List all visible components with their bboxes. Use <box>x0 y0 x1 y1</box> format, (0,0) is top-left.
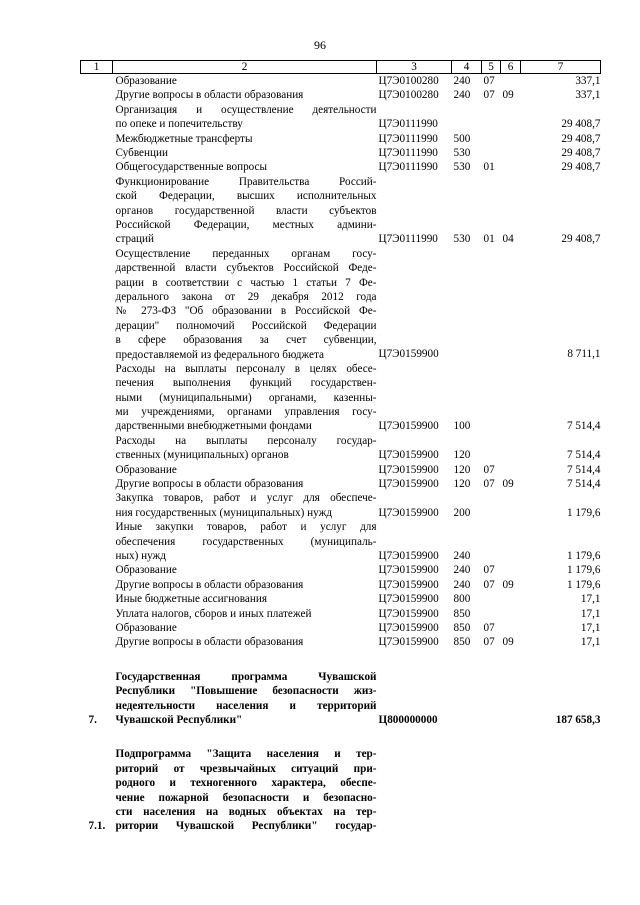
target-article-code: Ц7Э0111990 <box>378 118 438 131</box>
amount: 1 179,6 <box>566 578 601 591</box>
item-name <box>113 247 377 362</box>
subsection: 09 <box>502 478 514 491</box>
subsection <box>501 434 521 463</box>
item-name-line: предоставляемой из федерального бюджета <box>115 348 324 361</box>
item-name-line: Осуществление переданных органам госу- <box>115 247 377 260</box>
row-index <box>81 491 113 520</box>
item-name-line: по опеке и попечительству <box>115 118 243 131</box>
section: 07 <box>483 89 495 102</box>
expense-type: 120 <box>453 449 471 462</box>
item-name-line: Подпрограмма "Защита населения и тер- <box>115 748 377 761</box>
item-name <box>113 563 377 577</box>
item-name <box>113 362 377 434</box>
target-article-code: Ц7Э0159900 <box>378 348 439 361</box>
subsection <box>501 592 521 606</box>
amount: 337,1 <box>575 75 601 87</box>
header-cell: 6 <box>501 61 521 74</box>
section: 07 <box>483 478 495 491</box>
table-row <box>81 520 601 563</box>
item-name-line: ния государственных (муниципальных) нужд <box>115 506 333 519</box>
item-name-line: ных) нужд <box>115 550 166 562</box>
item-name-line: рации в соответствии с частью 1 статьи 7 Фе- <box>115 276 377 289</box>
item-name-line: Расходы на выплаты персоналу в целях обесе- <box>115 362 377 375</box>
target-article-code: Ц7Э0159900 <box>378 636 439 649</box>
expense-type: 200 <box>453 506 471 519</box>
target-article-code: Ц7Э0111990 <box>378 161 438 174</box>
item-name-line: сти населения на водных объектах на тер- <box>115 805 377 818</box>
item-name-line: чение пожарной безопасности и безопасно- <box>115 791 377 804</box>
amount: 7 514,4 <box>566 463 601 476</box>
item-name-line: обеспечения государственных (муниципаль- <box>115 535 377 548</box>
item-name <box>113 592 377 606</box>
amount: 17,1 <box>580 636 601 649</box>
item-name-line: Иные закупки товаров, работ и услуг для <box>115 521 377 534</box>
table-row <box>81 635 601 649</box>
target-article-code: Ц7Э0159900 <box>378 449 439 462</box>
table-row <box>81 578 601 592</box>
target-article-code: Ц7Э0159900 <box>378 622 439 635</box>
item-name-line: Образование <box>115 463 177 476</box>
row-index <box>81 247 113 362</box>
row-index <box>81 578 113 592</box>
section <box>482 747 501 833</box>
item-name <box>113 635 377 649</box>
section: 01 <box>483 161 495 174</box>
target-article-code: Ц7Э0100280 <box>378 89 439 102</box>
item-name <box>113 463 377 477</box>
section <box>482 592 501 606</box>
item-name-line: Чувашской Республики" <box>115 714 243 726</box>
target-article-code: Ц7Э0100280 <box>378 75 439 87</box>
target-article-code <box>377 747 452 833</box>
target-article-code: Ц7Э0111990 <box>378 233 438 246</box>
expense-type: 240 <box>453 549 471 562</box>
item-name <box>113 74 377 89</box>
table-row <box>81 74 601 89</box>
item-name-line: ской Федерации, высших исполнительных <box>115 190 377 203</box>
section <box>482 362 501 434</box>
expense-type <box>452 670 482 728</box>
amount: 29 408,7 <box>561 147 601 159</box>
table-row <box>81 103 601 132</box>
table-row <box>81 132 601 146</box>
item-name <box>113 175 377 247</box>
table-row <box>81 146 601 160</box>
target-article-code: Ц800000000 <box>378 713 438 726</box>
section <box>482 607 501 621</box>
expense-type: 530 <box>453 147 471 159</box>
expense-type <box>452 103 482 132</box>
table-row <box>81 247 601 362</box>
section: 07 <box>483 578 495 591</box>
target-article-code: Ц7Э0159900 <box>378 420 439 433</box>
item-name <box>113 607 377 621</box>
item-name <box>113 88 377 102</box>
item-name-line: Образование <box>115 75 177 88</box>
expense-type <box>452 247 482 362</box>
table-row <box>81 175 601 247</box>
item-name-line: печения выполнения функций государствен- <box>115 377 377 390</box>
subsection: 09 <box>502 636 514 649</box>
item-name-line: № 273-ФЗ "Об образовании в Российской Фе- <box>115 305 377 318</box>
item-name-line: Функционирование Правительства Россий- <box>115 175 377 188</box>
header-cell: 3 <box>377 61 452 74</box>
row-index <box>81 477 113 491</box>
subsection <box>501 563 521 577</box>
target-article-code: Ц7Э0159900 <box>378 478 439 491</box>
row-index <box>81 635 113 649</box>
item-name <box>113 103 377 132</box>
item-name <box>113 434 377 463</box>
subsection <box>501 74 521 89</box>
table-row <box>81 88 601 102</box>
header-cell: 2 <box>113 61 377 74</box>
target-article-code: Ц7Э0159900 <box>378 564 439 577</box>
item-name-line: в сфере образования за счет субвенции, <box>115 334 377 347</box>
subsection <box>501 670 521 728</box>
table-row <box>81 747 601 833</box>
item-name-line: Общегосударственные вопросы <box>115 161 268 174</box>
table-row <box>81 463 601 477</box>
subsection: 09 <box>502 89 514 102</box>
row-index <box>81 520 113 563</box>
item-name-line: недеятельности населения и территорий <box>115 699 377 712</box>
expense-type: 850 <box>453 636 471 649</box>
subsection <box>501 362 521 434</box>
row-index <box>81 463 113 477</box>
spacer-row <box>81 727 601 747</box>
item-name-line: родного и техногенного характера, обеспе- <box>115 777 377 790</box>
row-index <box>81 563 113 577</box>
item-name-line: дарственными внебюджетными фондами <box>115 420 312 433</box>
item-name-line: Закупка товаров, работ и услуг для обеспече- <box>115 492 377 505</box>
expense-type: 850 <box>453 622 471 635</box>
target-article-code: Ц7Э0159900 <box>378 607 439 620</box>
subsection <box>501 621 521 635</box>
expense-type: 120 <box>453 478 471 491</box>
amount: 1 179,6 <box>566 506 601 519</box>
section <box>482 103 501 132</box>
table-row <box>81 621 601 635</box>
row-index <box>81 103 113 132</box>
target-article-code: Ц7Э0159900 <box>378 463 439 476</box>
expense-type <box>452 747 482 833</box>
item-name <box>113 621 377 635</box>
subsection <box>501 520 521 563</box>
subsection <box>501 491 521 520</box>
expense-type: 850 <box>453 607 471 620</box>
item-name <box>113 578 377 592</box>
spacer-cell <box>81 650 601 670</box>
target-article-code: Ц7Э0159900 <box>378 578 439 591</box>
row-index <box>81 621 113 635</box>
amount: 7 514,4 <box>566 420 601 433</box>
spacer-row <box>81 650 601 670</box>
expense-type: 530 <box>453 233 471 246</box>
item-name-line: ными (муниципальными) органами, казенны- <box>115 391 377 404</box>
subsection <box>501 103 521 132</box>
table-row <box>81 592 601 606</box>
header-cell: 7 <box>521 61 601 74</box>
expense-type: 240 <box>453 75 471 87</box>
section: 07 <box>483 75 495 87</box>
row-index <box>81 362 113 434</box>
row-index: 7.1. <box>88 820 106 833</box>
section: 07 <box>483 636 495 649</box>
amount: 7 514,4 <box>566 449 601 462</box>
row-index <box>81 175 113 247</box>
amount: 337,1 <box>575 89 601 102</box>
section <box>482 132 501 146</box>
item-name <box>113 477 377 491</box>
section <box>482 670 501 728</box>
expense-type: 100 <box>453 420 471 433</box>
header-cell: 1 <box>81 61 113 74</box>
target-article-code: Ц7Э0159900 <box>378 506 439 519</box>
item-name <box>113 670 377 728</box>
item-name-line: Субвенции <box>115 147 168 160</box>
header-cell: 4 <box>452 61 482 74</box>
expense-type: 240 <box>453 578 471 591</box>
row-index <box>81 160 113 174</box>
item-name <box>113 160 377 174</box>
table-row <box>81 362 601 434</box>
subsection <box>501 247 521 362</box>
subsection <box>501 463 521 477</box>
header-cell: 5 <box>482 61 501 74</box>
subsection <box>501 747 521 833</box>
table-body <box>81 74 601 834</box>
section <box>482 146 501 160</box>
table-row <box>81 607 601 621</box>
table-row <box>81 670 601 728</box>
subsection: 09 <box>502 578 514 591</box>
item-name-line: Иные бюджетные ассигнования <box>115 593 267 606</box>
row-index <box>81 132 113 146</box>
amount: 187 658,3 <box>555 713 601 726</box>
table-row <box>81 160 601 174</box>
table-row <box>81 434 601 463</box>
amount: 29 408,7 <box>561 118 601 131</box>
item-name <box>113 491 377 520</box>
section <box>482 491 501 520</box>
item-name-line: Другие вопросы в области образования <box>115 478 304 491</box>
item-name-line: Межбюджетные трансферты <box>115 132 253 145</box>
item-name-line: Российской Федерации, местных админи- <box>115 218 377 231</box>
item-name <box>113 132 377 146</box>
section: 01 <box>483 233 495 246</box>
item-name-line: Государственная программа Чувашской <box>115 670 377 683</box>
row-index <box>81 434 113 463</box>
subsection <box>501 160 521 174</box>
row-index <box>81 146 113 160</box>
target-article-code: Ц7Э0111990 <box>378 147 438 159</box>
expense-type: 240 <box>453 564 471 577</box>
amount: 1 179,6 <box>566 564 601 577</box>
amount: 17,1 <box>580 593 601 606</box>
table-row <box>81 563 601 577</box>
table-row <box>81 477 601 491</box>
item-name-line: дерального закона от 29 декабря 2012 года <box>115 290 377 303</box>
amount: 29 408,7 <box>561 233 601 246</box>
item-name <box>113 146 377 160</box>
amount: 7 514,4 <box>566 478 601 491</box>
item-name-line: Расходы на выплаты персоналу государ- <box>115 434 377 447</box>
item-name-line: Уплата налогов, сборов и иных платежей <box>115 607 312 620</box>
item-name-line: риторий от чрезвычайных ситуаций при- <box>115 762 377 775</box>
spacer-cell <box>81 727 601 747</box>
amount: 8 711,1 <box>567 348 601 361</box>
target-article-code: Ц7Э0159900 <box>378 593 439 606</box>
item-name <box>113 520 377 563</box>
subsection <box>501 607 521 621</box>
item-name-line: Образование <box>115 564 177 577</box>
budget-table <box>80 60 601 834</box>
row-index <box>81 607 113 621</box>
subsection <box>501 132 521 146</box>
amount: 29 408,7 <box>561 161 601 174</box>
section: 07 <box>483 463 495 476</box>
expense-type: 800 <box>453 593 471 606</box>
section: 07 <box>483 564 495 577</box>
expense-type: 120 <box>453 463 471 476</box>
subsection: 04 <box>502 233 514 246</box>
target-article-code: Ц7Э0159900 <box>378 549 439 562</box>
page-number: 96 <box>314 38 326 52</box>
item-name-line: Образование <box>115 622 177 635</box>
item-name-line: Организация и осуществление деятельности <box>115 103 377 116</box>
target-article-code: Ц7Э0111990 <box>378 132 438 145</box>
item-name-line: Другие вопросы в области образования <box>115 578 304 591</box>
section <box>482 520 501 563</box>
item-name-line: дарственной власти субъектов Российской Феде- <box>115 262 377 275</box>
item-name-line: ритории Чувашской Республики" государ- <box>115 820 377 833</box>
row-index: 7. <box>88 713 97 726</box>
item-name-line: Другие вопросы в области образования <box>115 636 304 649</box>
item-name-line: страций <box>115 233 155 246</box>
amount: 17,1 <box>580 607 601 620</box>
item-name-line: ственных (муниципальных) органов <box>115 449 289 462</box>
subsection <box>501 146 521 160</box>
item-name-line: ми учреждениями, органами управления госу- <box>115 406 377 419</box>
expense-type: 500 <box>453 132 471 145</box>
item-name-line: Другие вопросы в области образования <box>115 89 304 102</box>
expense-type: 530 <box>453 161 471 174</box>
table-header-row <box>81 61 601 74</box>
item-name-line: Республики "Повышение безопасности жиз- <box>115 685 377 698</box>
row-index <box>81 592 113 606</box>
item-name-line: органов государственной власти субъектов <box>115 204 377 217</box>
section <box>482 434 501 463</box>
amount <box>521 747 601 833</box>
item-name-line: дерации" полномочий Российской Федерации <box>115 319 377 332</box>
amount: 17,1 <box>580 622 601 635</box>
section: 07 <box>483 622 495 635</box>
table-row <box>81 491 601 520</box>
item-name <box>113 747 377 833</box>
amount: 29 408,7 <box>561 132 601 145</box>
row-index <box>81 74 113 89</box>
amount: 1 179,6 <box>566 549 601 562</box>
section <box>482 247 501 362</box>
expense-type: 240 <box>453 89 471 102</box>
row-index <box>81 88 113 102</box>
